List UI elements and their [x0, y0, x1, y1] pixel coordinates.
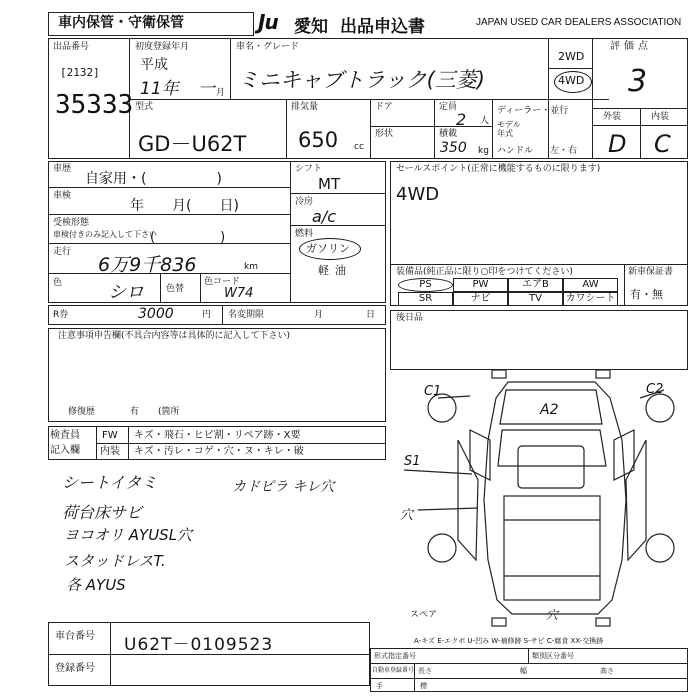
exterior-label: 外装 — [603, 112, 622, 122]
lot-number-label: 出品番号 — [53, 42, 90, 52]
model-code-label: 型式 — [135, 102, 154, 112]
inspector-label-2: 記入欄 — [50, 445, 80, 456]
equipment-item: TV — [508, 292, 563, 306]
exterior-grade: D — [608, 130, 627, 158]
lot-sub-number: [2132] — [60, 66, 100, 79]
displacement-value: 650 — [298, 128, 339, 152]
spec-row3-a: 手 — [376, 682, 383, 690]
equipment-item: AW — [563, 278, 618, 292]
mark-hole-side: 穴 — [400, 508, 414, 523]
repair-location: (箇所 — [158, 407, 180, 417]
fuel-diesel: 軽油 — [318, 264, 352, 277]
color-code-label: 色コード — [204, 277, 241, 287]
handle-options: 左・右 — [550, 146, 578, 156]
model-name-value: ミニキャブトラック(三菱) — [238, 68, 485, 92]
color-label: 色 — [53, 278, 63, 288]
handnote-5: 各 AYUS — [66, 576, 126, 594]
grade-label: 評価点 — [610, 41, 652, 52]
equipment-item: PW — [453, 278, 508, 292]
first-registration-label: 初度登録年月 — [135, 42, 190, 52]
repair-history-label: 修復歴 — [68, 407, 96, 417]
model-name-label: 車名・グレード — [236, 42, 300, 52]
inspection-type-note: 車検付きのみ記入して下さい — [53, 230, 157, 239]
mark-hole-rear: 穴 — [546, 608, 559, 622]
equipment-item: エアB — [508, 278, 563, 292]
inspector-row2-head: 内装 — [100, 446, 120, 457]
name-change-label: 名変期限 — [228, 310, 265, 320]
storage-label: 車内保管・守衛保管 — [58, 15, 184, 31]
spec-type-label: 形式指定番号 — [374, 652, 416, 660]
chassis-label: 車台番号 — [55, 631, 95, 642]
fuel-gasoline: ガソリン — [306, 242, 350, 255]
inspection-label: 車検 — [53, 191, 72, 201]
usage-value: 自家用・( ) — [85, 171, 222, 187]
logo-text: 愛知 — [294, 17, 328, 37]
roof — [518, 446, 584, 488]
name-change-day: 日 — [366, 310, 376, 320]
repair-history-value: 有 — [130, 407, 140, 417]
registration-era: 平成 — [140, 57, 168, 73]
capacity-value: 2 — [456, 110, 467, 129]
sales-point-value: 4WD — [396, 184, 440, 205]
registration-month: 一 — [198, 79, 215, 99]
warranty-label: 新車保証書 — [628, 267, 674, 277]
registration-year: 11年 — [140, 79, 179, 99]
aircon-value: a/c — [312, 207, 336, 226]
spec-height-label: 高さ — [600, 667, 614, 675]
lot-number: 35333 — [55, 90, 134, 120]
remarks-label: 後日品 — [396, 313, 424, 323]
spec-reg-label: 自動車登録番号 — [372, 667, 415, 674]
shift-value: MT — [318, 175, 341, 193]
doors-label: ドア — [375, 102, 393, 112]
equipment-item: SR — [398, 292, 453, 306]
chassis-value: U62T－0109523 — [124, 635, 274, 655]
wheel-front-right — [646, 394, 674, 422]
displacement-label: 排気量 — [291, 102, 319, 112]
capacity-unit: 人 — [480, 116, 490, 126]
spec-class-label: 類別区分番号 — [532, 652, 574, 660]
spec-width-label: 幅 — [520, 667, 527, 675]
wheel-rear-left — [428, 534, 456, 562]
inspection-type-label: 受検形態 — [53, 218, 90, 228]
inspector-row1-head: FW — [102, 430, 118, 441]
form-title: 出品申込書 — [340, 17, 425, 37]
inspection-value: 年 月( 日) — [130, 198, 239, 214]
spec-length-label: 長さ — [418, 667, 432, 675]
inspector-row1-items: キズ・飛石・ヒビ割・リペア跡・X要 — [134, 430, 301, 441]
usage-label: 車歴 — [53, 164, 72, 174]
spare-label: スペア — [410, 610, 438, 620]
fuel-label: 燃料 — [295, 229, 314, 239]
load-label: 積載 — [439, 129, 458, 139]
handnote-3: ヨコオリ AYUSL穴 — [64, 526, 193, 544]
model-code-value: GD－U62T — [138, 132, 247, 156]
equipment-item: カワシート — [563, 292, 618, 306]
inspector-row2-items: キズ・汚レ・コゲ・穴・ヌ・キレ・破 — [134, 446, 304, 457]
dealer-label: ディーラー・並行 — [497, 106, 569, 116]
equipment-label: 装備品(純正品に限り○印をつけてください) — [396, 267, 573, 277]
sales-point-label: セールスポイント(正常に機能するものに限ります) — [396, 164, 601, 174]
wheel-rear-right — [646, 534, 674, 562]
drive-2wd: 2WD — [558, 50, 585, 63]
recycle-unit: 円 — [202, 310, 212, 320]
truck-bed — [504, 496, 600, 600]
displacement-unit: cc — [354, 142, 364, 152]
inspection-type-value: ( ) — [150, 230, 226, 245]
color-value: シロ — [108, 282, 144, 303]
shape-label: 形状 — [375, 129, 394, 139]
mileage-label: 走行 — [53, 247, 72, 257]
spec-row3-b: 標 — [420, 682, 427, 690]
damage-legend: A-キズ E-エクボ U-凹み W-補修跡 S-サビ C-腐食 XX-交換跡 — [414, 637, 604, 645]
mark-c2: C2 — [646, 382, 664, 397]
handnote-4: スタッドレスT. — [64, 552, 166, 570]
registration-number-label: 登録番号 — [55, 663, 95, 674]
aircon-label: 冷房 — [295, 197, 314, 207]
association-name: JAPAN USED CAR DEALERS ASSOCIATION — [476, 17, 682, 28]
recycle-label: R券 — [53, 310, 69, 320]
color-code-value: W74 — [224, 286, 254, 301]
color-trim-label: 色替 — [166, 284, 185, 294]
drive-4wd: 4WD — [558, 74, 585, 87]
handle-label: ハンドル — [497, 146, 534, 156]
mileage-unit: km — [244, 262, 258, 272]
handnote-right: カドピラ キレ穴 — [232, 479, 335, 495]
interior-grade: C — [654, 130, 671, 158]
warranty-options: 有・無 — [630, 288, 663, 301]
logo: Ju — [258, 10, 278, 34]
registration-month-unit: 月 — [216, 88, 226, 98]
handnote-2: 荷台床サビ — [62, 503, 143, 522]
mark-a2: A2 — [540, 402, 559, 418]
mark-c1: C1 — [424, 384, 442, 399]
cabin — [498, 430, 606, 466]
mileage-value: 6万9千836 — [98, 254, 197, 276]
recycle-value: 3000 — [138, 306, 174, 322]
mark-s1: S1 — [404, 454, 421, 469]
load-value: 350 — [440, 140, 467, 156]
interior-label: 内装 — [651, 112, 670, 122]
equipment-item: PS — [398, 278, 453, 292]
shift-label: シフト — [295, 164, 323, 174]
handnote-1: シートイタミ — [62, 473, 158, 492]
model-year-label: モデル年式 — [497, 120, 521, 138]
name-change-month: 月 — [314, 310, 324, 320]
equipment-item: ナビ — [453, 292, 508, 306]
notes-label: 注意事項申告欄(不具合内容等は具体的に記入して下さい) — [58, 331, 291, 341]
inspector-label-1: 検査員 — [50, 430, 80, 441]
capacity-label: 定員 — [439, 102, 458, 112]
load-unit: kg — [478, 146, 489, 156]
grade-value: 3 — [628, 64, 648, 99]
